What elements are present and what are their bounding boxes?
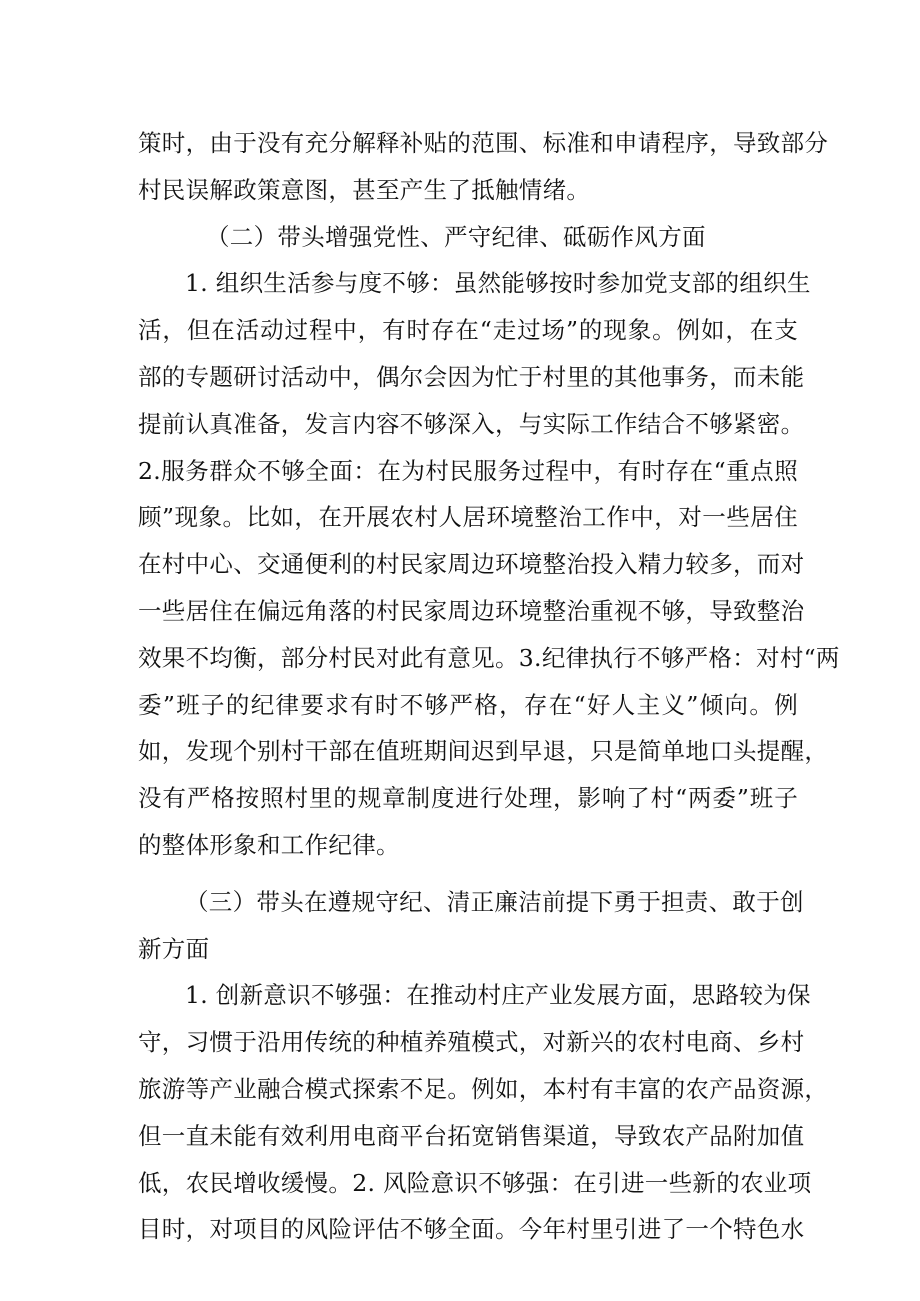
- text-line: 顾”现象。比如，在开展农村人居环境整治工作中，对一些居住: [138, 503, 798, 532]
- text-line: 2.服务群众不够全面：在为村民服务过程中，有时存在“重点照: [138, 456, 798, 485]
- text-line: 低，农民增收缓慢。2. 风险意识不够强：在引进一些新的农业项: [138, 1168, 812, 1197]
- text-line: 策时，由于没有充分解释补贴的范围、标准和申请程序，导致部分: [138, 129, 829, 157]
- text-line: 没有严格按照村里的规章制度进行处理，影响了村“两委”班子: [138, 784, 798, 813]
- paragraph-section-3: [138, 972, 829, 1253]
- text-line: 但一直未能有效利用电商平台拓宽销售渠道，导致农产品附加值: [138, 1121, 805, 1150]
- section-heading-3: [138, 879, 804, 973]
- text-line: 提前认真准备，发言内容不够深入，与实际工作结合不够紧密。: [138, 409, 805, 438]
- section-heading-2: （二）带头增强党性、严守纪律、砥砺作风方面: [206, 222, 706, 251]
- text-line: 1. 创新意识不够强：在推动村庄产业发展方面，思路较为保: [185, 981, 811, 1010]
- text-line: 活，但在活动过程中，有时存在“走过场”的现象。例如，在支: [138, 316, 798, 345]
- text-line: 效果不均衡，部分村民对此有意见。3.纪律执行不够严格：对村“两: [138, 643, 840, 672]
- text-line: 新方面: [138, 934, 210, 963]
- paragraph-section-2: [138, 260, 840, 868]
- text-line: 委”班子的纪律要求有时不够严格，存在“好人主义”倾向。例: [138, 690, 798, 719]
- document-body: [138, 120, 840, 1253]
- text-line: 一些居住在偏远角落的村民家周边环境整治重视不够，导致整治: [138, 596, 805, 625]
- text-line: 旅游等产业融合模式探索不足。例如，本村有丰富的农产品资源，: [138, 1074, 829, 1103]
- text-line: 如，发现个别村干部在值班期间迟到早退，只是简单地口头提醒，: [138, 737, 829, 766]
- text-line: 部的专题研讨活动中，偶尔会因为忙于村里的其他事务，而未能: [138, 362, 805, 391]
- text-line: 1. 组织生活参与度不够：虽然能够按时参加党支部的组织生: [185, 269, 811, 298]
- text-line: 的整体形象和工作纪律。: [138, 830, 400, 859]
- text-line: 在村中心、交通便利的村民家周边环境整治投入精力较多，而对: [138, 550, 805, 579]
- text-line: 村民误解政策意图，甚至产生了抵触情绪。: [138, 175, 591, 204]
- paragraph-intro: [138, 120, 829, 214]
- paragraph-gap: [138, 869, 798, 879]
- text-line: （三）带头在遵规守纪、清正廉洁前提下勇于担责、敢于创: [185, 887, 804, 916]
- text-line: 目时，对项目的风险评估不够全面。今年村里引进了一个特色水: [138, 1215, 805, 1244]
- text-line: 守，习惯于沿用传统的种植养殖模式，对新兴的农村电商、乡村: [138, 1028, 805, 1057]
